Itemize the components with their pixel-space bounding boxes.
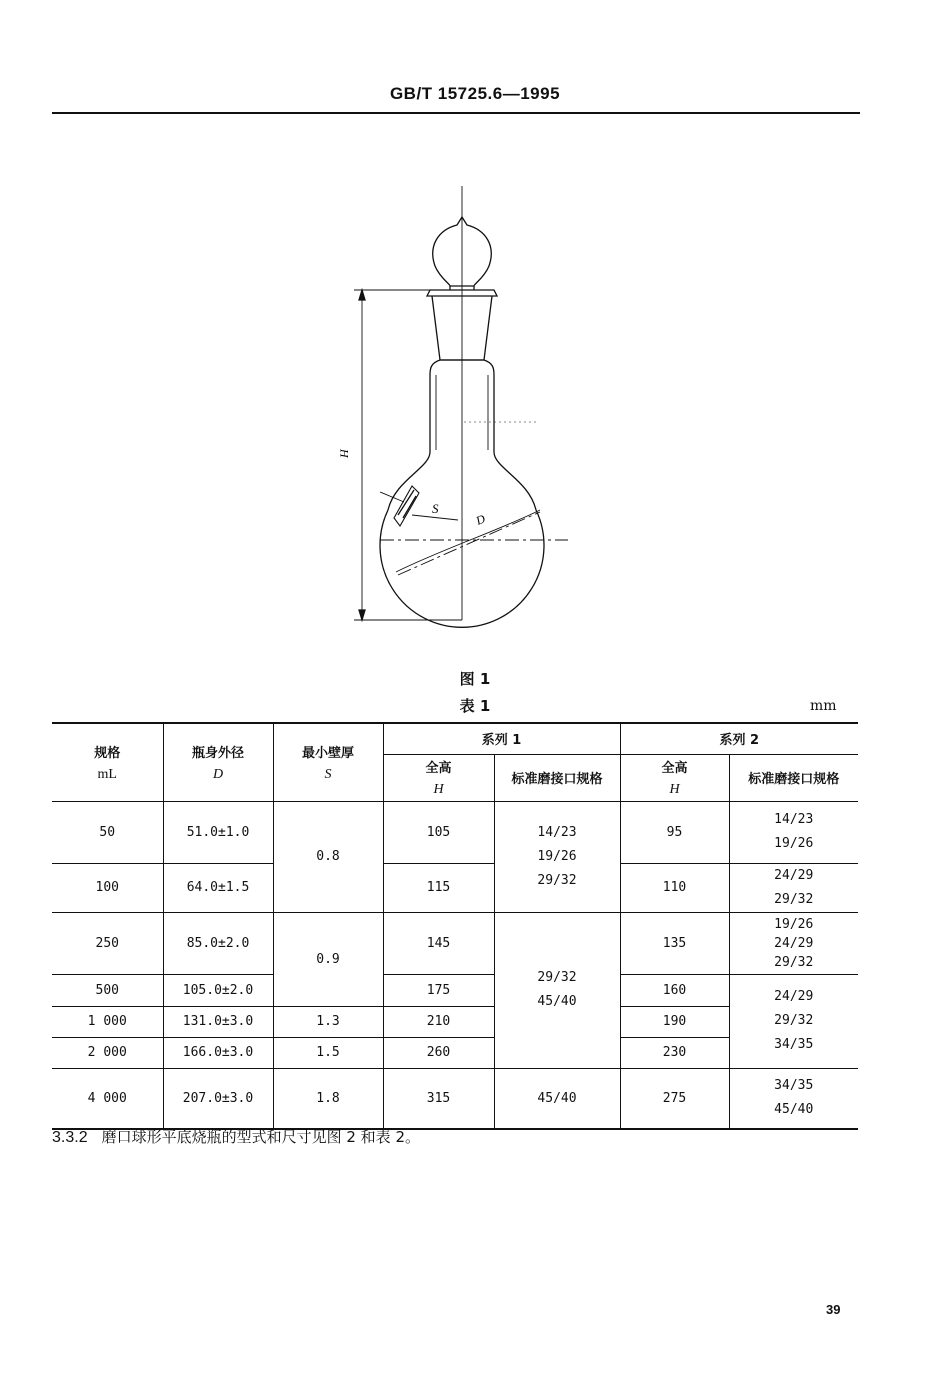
table-row: [52, 863, 858, 912]
label-S: S: [432, 501, 439, 516]
label-D: D: [473, 511, 488, 528]
figure-caption: 图 1: [459, 670, 491, 688]
label-H: H: [337, 449, 351, 458]
table-row: [52, 974, 858, 1006]
cell-spec: 500: [52, 974, 163, 1006]
cell-wall: 1.5: [273, 1037, 383, 1068]
cell-s2-height: 275: [620, 1068, 729, 1129]
cell-spec: 50: [52, 801, 163, 863]
cell-diameter: 105.0±2.0: [163, 974, 273, 1006]
cell-s2-height: 190: [620, 1006, 729, 1037]
table-row: [52, 912, 858, 974]
cell-diameter: 85.0±2.0: [163, 912, 273, 974]
cell-wall: 1.8: [273, 1068, 383, 1129]
cell-s1-height: 115: [383, 863, 494, 912]
header-min-wall: 最小壁厚 S: [273, 723, 383, 801]
cell-s2-joints: 34/35 45/40: [729, 1068, 858, 1129]
cell-diameter: 207.0±3.0: [163, 1068, 273, 1129]
cell-diameter: 166.0±3.0: [163, 1037, 273, 1068]
flask-drawing: [300, 180, 620, 640]
cell-spec: 1 000: [52, 1006, 163, 1037]
cell-s1-height: 175: [383, 974, 494, 1006]
cell-s2-height: 160: [620, 974, 729, 1006]
cell-s1-height: 145: [383, 912, 494, 974]
header-rule: [52, 112, 860, 114]
cell-s1-joints: 14/23 19/26 29/32: [494, 801, 620, 912]
clause-text: 磨口球形平底烧瓶的型式和尺寸见图 2 和表 2。: [101, 1128, 420, 1146]
header-s2-joint: 标准磨接口规格: [729, 754, 858, 801]
header-series-1: 系列 1: [383, 723, 620, 754]
header-s2-height: 全高 H: [620, 754, 729, 801]
cell-s1-height: 210: [383, 1006, 494, 1037]
cell-diameter: 51.0±1.0: [163, 801, 273, 863]
standard-number: GB/T 15725.6—1995: [389, 84, 561, 103]
cell-s1-height: 315: [383, 1068, 494, 1129]
cell-s2-joints: 14/23 19/26: [729, 801, 858, 863]
table-row: [52, 801, 858, 863]
header-s1-height: 全高 H: [383, 754, 494, 801]
header-s1-joint: 标准磨接口规格: [494, 754, 620, 801]
cell-s1-height: 105: [383, 801, 494, 863]
cell-wall: 0.9: [273, 912, 383, 1006]
table-row: [52, 1068, 858, 1129]
cell-wall: 1.3: [273, 1006, 383, 1037]
cell-s2-height: 135: [620, 912, 729, 974]
table-caption: 表 1: [459, 697, 491, 715]
cell-s2-joints: 19/26 24/29 29/32: [729, 912, 858, 974]
cell-s2-joints: 24/29 29/32: [729, 863, 858, 912]
cell-spec: 250: [52, 912, 163, 974]
header-spec: 规格 mL: [52, 723, 163, 801]
header-outer-diameter: 瓶身外径 D: [163, 723, 273, 801]
table-unit: mm: [810, 698, 837, 714]
cell-spec: 2 000: [52, 1037, 163, 1068]
cell-s2-height: 110: [620, 863, 729, 912]
neck-right: [484, 360, 536, 510]
cell-s1-joints: 29/32 45/40: [494, 912, 620, 1068]
cell-s1-joints: 45/40: [494, 1068, 620, 1129]
cell-diameter: 131.0±3.0: [163, 1006, 273, 1037]
cell-diameter: 64.0±1.5: [163, 863, 273, 912]
page-number: 39: [826, 1302, 841, 1317]
cell-s1-height: 260: [383, 1037, 494, 1068]
clause-3-3-2: [52, 1126, 420, 1147]
cell-s2-joints: 24/29 29/32 34/35: [729, 974, 858, 1068]
cell-s2-height: 95: [620, 801, 729, 863]
header-series-2: 系列 2: [620, 723, 858, 754]
cell-wall: 0.8: [273, 801, 383, 912]
cell-s2-height: 230: [620, 1037, 729, 1068]
cell-spec: 100: [52, 863, 163, 912]
clause-number: 3.3.2: [52, 1129, 88, 1146]
cell-spec: 4 000: [52, 1068, 163, 1129]
dimensions-table: [52, 722, 858, 1130]
